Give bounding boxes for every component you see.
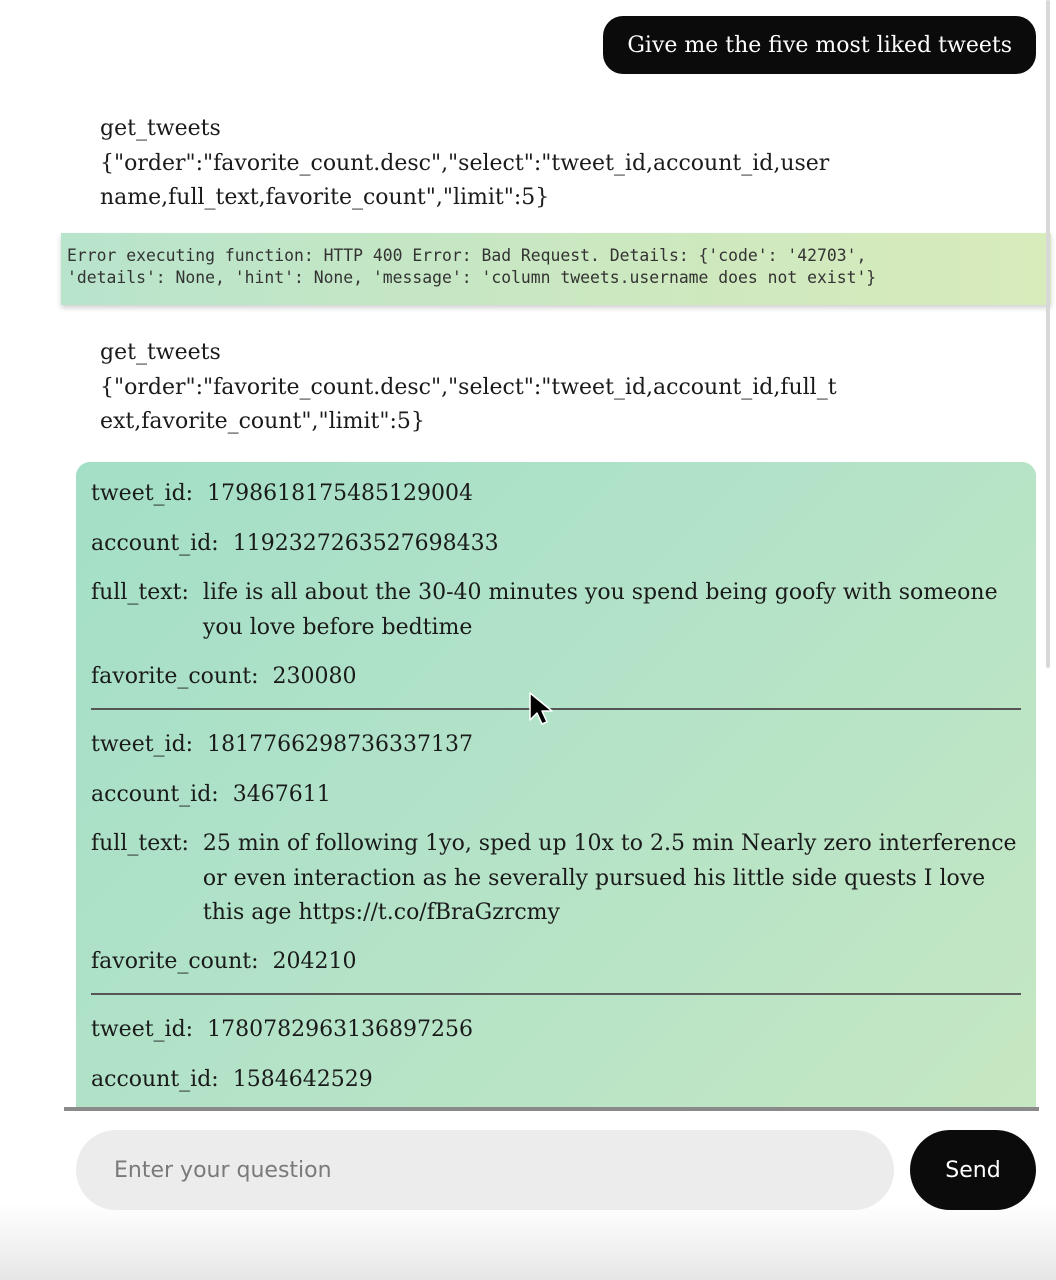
function-call-block xyxy=(100,336,840,440)
field-label: account_id: xyxy=(91,531,219,556)
favorite-count-row xyxy=(91,660,1021,695)
account-id-value: 1192327263527698433 xyxy=(232,531,499,556)
function-name: get_tweets xyxy=(100,116,221,141)
tweet-id-value: 1780782963136897256 xyxy=(207,1017,474,1042)
question-input[interactable] xyxy=(76,1130,894,1210)
field-label: tweet_id: xyxy=(91,732,194,757)
full-text-value: 25 min of following 1yo, sped up 10x to 2.5 min Nearly zero interference or even interaction as he severally pursued his little side quests I love this age https://t.co/fBraGzrcmy xyxy=(202,831,1017,925)
field-label: tweet_id: xyxy=(91,481,194,506)
account-id-value: 1584642529 xyxy=(232,1067,373,1092)
input-bar xyxy=(0,1111,1056,1280)
field-label: full_text: xyxy=(91,831,189,856)
tweet-id-row xyxy=(91,1013,1021,1048)
account-id-row xyxy=(91,778,1021,813)
tweet-id-row xyxy=(91,728,1021,763)
favorite-count-value: 230080 xyxy=(272,664,357,689)
send-button[interactable]: Send xyxy=(910,1130,1036,1210)
user-message-text: Give me the five most liked tweets xyxy=(627,32,1012,58)
function-arguments: {"order":"favorite_count.desc","select":"tweet_id,account_id,full_text,favorite_count","limit":5} xyxy=(100,374,837,434)
account-id-row xyxy=(91,527,1021,562)
full-text-row xyxy=(91,576,1021,645)
mouse-pointer-icon xyxy=(528,692,558,726)
full-text-row xyxy=(91,827,1021,931)
function-call-block xyxy=(100,112,840,216)
tweet-id-value: 1798618175485129004 xyxy=(207,481,474,506)
tweet-id-row xyxy=(91,477,1021,512)
function-arguments: {"order":"favorite_count.desc","select":"tweet_id,account_id,username,full_text,favorite_count","limit":5} xyxy=(100,150,830,210)
tweet-id-value: 1817766298736337137 xyxy=(207,732,474,757)
field-label: account_id: xyxy=(91,782,219,807)
chat-scrollbar[interactable] xyxy=(1046,0,1050,668)
field-label: full_text: xyxy=(91,580,189,605)
favorite-count-value: 204210 xyxy=(272,949,357,974)
account-id-row xyxy=(91,1063,1021,1098)
field-label: favorite_count: xyxy=(91,664,259,689)
field-label: tweet_id: xyxy=(91,1017,194,1042)
error-line: Error executing function: HTTP 400 Error: Bad Request. Details: {'code': '42703', xyxy=(67,246,867,265)
field-label: favorite_count: xyxy=(91,949,259,974)
account-id-value: 3467611 xyxy=(232,782,331,807)
result-divider xyxy=(91,993,1021,995)
user-message-bubble xyxy=(603,16,1036,74)
function-result-card xyxy=(76,462,1036,1110)
function-name: get_tweets xyxy=(100,340,221,365)
favorite-count-row xyxy=(91,945,1021,980)
field-label: account_id: xyxy=(91,1067,219,1092)
full-text-value: life is all about the 30-40 minutes you spend being goofy with someone you love before bedtime xyxy=(202,580,998,640)
function-error-message xyxy=(61,233,1051,305)
error-line: 'details': None, 'hint': None, 'message': 'column tweets.username does not exist'} xyxy=(67,268,877,287)
